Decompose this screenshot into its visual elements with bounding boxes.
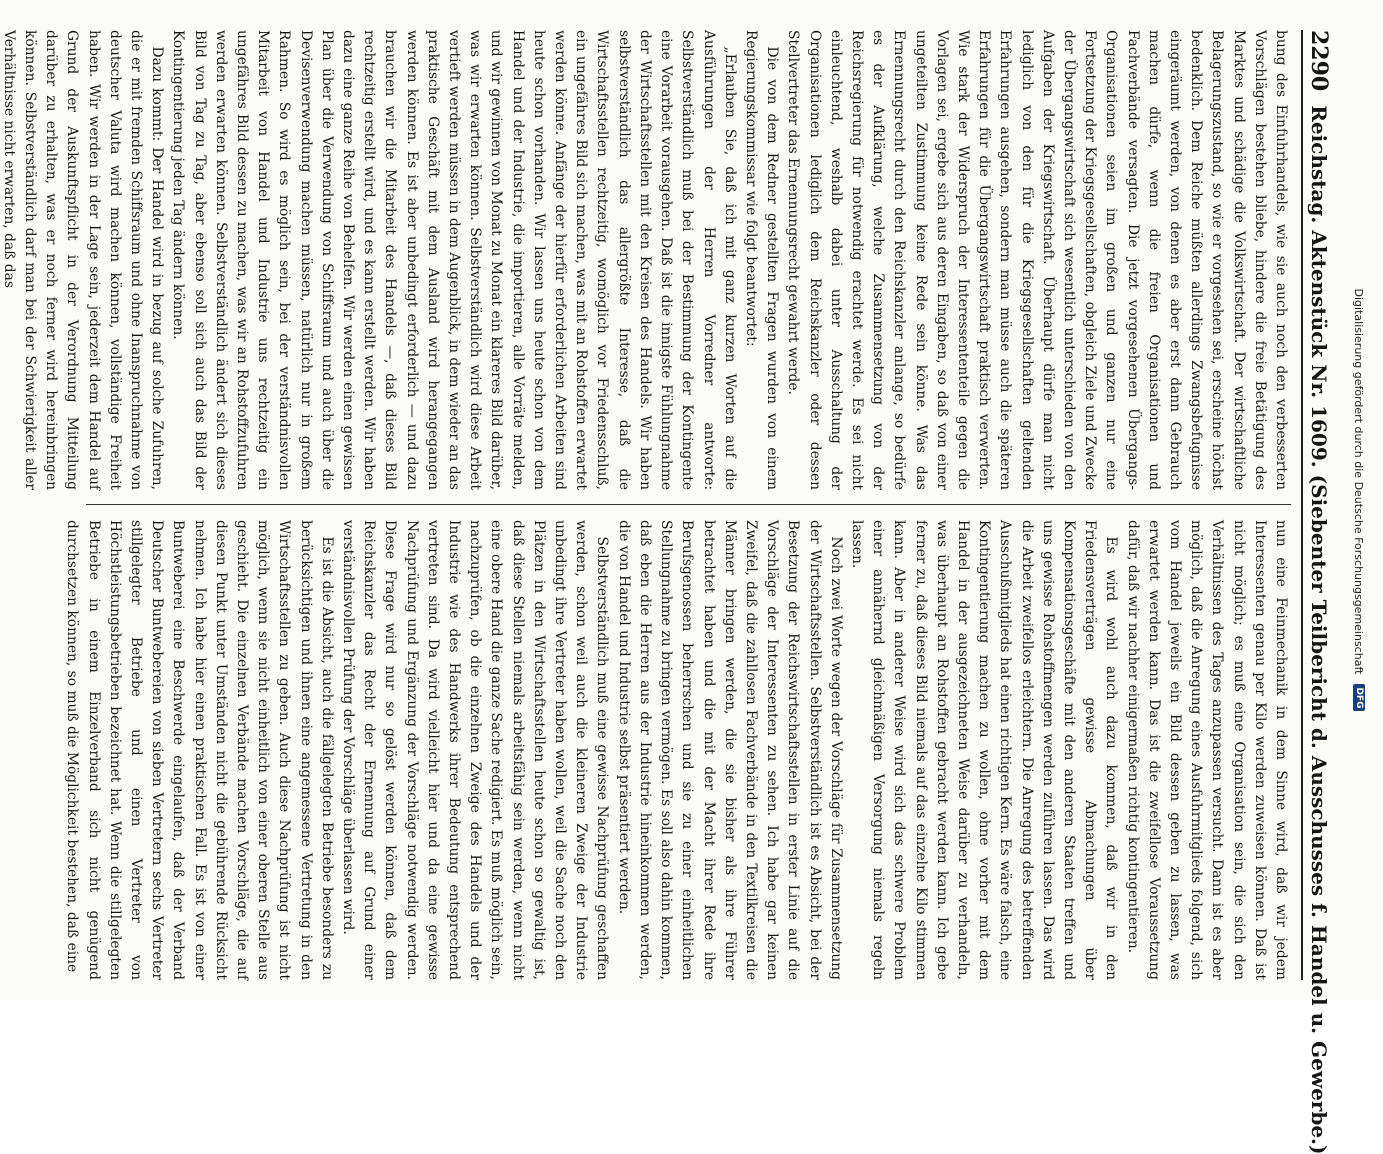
paragraph: Die von dem Redner gestellten Fragen wurden von einem Regierungskommissar wie folgt beantwortet: bbox=[742, 30, 781, 490]
digitization-credit bbox=[1351, 0, 1367, 1000]
paragraph: Dazu kommt: Der Handel wird in bezug auf solche Zufuhren, die er mit fremden Schiffsraum und ohne Inanspruchnahme von deutscher Valuta wird machen können, vollständige Freiheit haben. Wir werden in der Lage sein, jederzeit dem Handel auf Grund der Auskunftspflicht in der Verordnung Mitteilung darüber zu erhalten, was er noch ferner wird hereinbringen können. Selbstverständlich darf man bei der Schwierigkeit aller Verhältnisse nicht erwarten, daß das bbox=[0, 30, 166, 490]
dfg-logo-icon: DFG bbox=[1353, 684, 1365, 711]
column-divider bbox=[86, 504, 1291, 505]
paragraph: bung des Einfuhrhandels, wie sie auch noch den verbesserten Vorschlägen bestehen bliebe, hindere die freie Betätigung des Marktes und schädige die Volkswirtschaft. Der wirtschaftliche Belagerungszustand, so wie er vorgesehen sei, erscheine höchst bedenklich. Dem Reiche müßten allerdings Zwangsbefugnisse eingeräumt werden, von denen es aber erst dann Gebrauch machen dürfe, wenn die freien Organisationen und Fachverbände versagten. Die jetzt vorgesehenen Übergangs-Organisationen seien im großen und ganzen nur eine Fortsetzung der Kriegsgesellschaften, obgleich Ziele und Zwecke der Übergangswirtschaft sich wesentlich unterschieden von den Aufgaben der Kriegswirtschaft. Überhaupt dürfe man nicht lediglich von den für die Kriegsgesellschaften geltenden Erfahrungen ausgehen, sondern man müsse auch die späteren Erfahrungen für die Übergangswirtschaft praktisch verwerten. Wie stark der Widerspruch der Interessententeile gegen die Vorlagen sei, ergebe sich aus deren Eingaben, so daß von einer ungeteilten Zustimmung keine Rede sein könne. Was das Ernennungsrecht durch den Reichskanzler anlange, so bedürfe es der Aufklärung, welche Zusammensetzung von der Reichsregierung für notwendig erachtet werde. Es sei nicht einleuchtend, weshalb dabei unter Ausschaltung der Organisationen lediglich dem Reichskanzler oder dessen Stellvertreter das Ernennungsrecht gewahrt werde. bbox=[785, 30, 1289, 490]
paragraph: „Erlauben Sie, daß ich mit ganz kurzen Worten auf die Ausführungen der Herren Vorredner antworte: Selbstverständlich muß bei der Bestimmung der Kontingente eine Vorarbeit vorausgehen. Daß ist die innigste Fühlungnahme der Wirtschaftsstellen mit den Kreisen des Handels. Wir haben selbstverständlich das allergrößte Interesse, daß die Wirtschaftsstellen rechtzeitig, womöglich vor Friedensschluß, ein ungefähres Bild sich machen, was mit an Rohstoffen erwartet werden könne. Anfänge der hierfür erforderlichen Arbeiten sind heute schon vorhanden. Wir lassen uns heute schon von dem Handel und der Industrie, die importieren, alle Vorräte melden, und wir gewinnen von Monat zu Monat ein klareres Bild darüber, was wir erwarten können. Selbstverständlich wird diese Arbeit vertieft werden müssen in dem Augenblick, in dem wieder an das praktische Geschäft mit dem Ausland wird herangegangen werden können. Es ist aber unbedingt erforderlich — und dazu brauchen wir die Mitarbeit des Handels —, daß dieses Bild rechtzeitig erstellt wird, und es kann erstellt werden. Wir haben dazu eine ganze Reihe von Behelfen. Wir werden einen gewissen Plan über die Verwendung von Schiffsraum und auch über die Devisenverwendung machen müssen, natürlich nur in großem Rahmen. So wird es möglich sein, bei der verständnisvollen Mitarbeit von Handel und Industrie uns rechtzeitig ein ungefähres Bild dessen zu machen, was wir an Rohstoffzufuhren werden erwarten können. Selbstverständlich ändert sich dieses Bild von Tag zu Tag, aber ebenso soll sich auch das Bild der Kontingentierung jeden Tag ändern können. bbox=[170, 30, 738, 490]
running-header bbox=[1301, 30, 1335, 1154]
paragraph: Selbstverständlich muß eine gewisse Nachprüfung geschaffen werden, schon weil auch die kleineren Zweige der Industrie unbedingt ihre Vertreter haben wollen, weil die Sache noch den Plätzen in den Wirtschaftsstellen heute schon so gewaltig ist, daß diese Stellen niemals arbeitsfähig sein werden, wenn nicht eine obere Hand die ganze Sache redigiert. Es muß möglich sein, nachzuprüfen, ob die einzelnen Zweige des Handels und der Industrie wie des Handwerks ihrer Bedeutung entsprechend vertreten sind. Da wird vielleicht hier und da eine gewisse Nachprüfung und Ergänzung der Vorschläge notwendig werden. Diese Frage wird nur so gelöst werden können, daß dem Reichskanzler das Recht der Ernennung auf Grund einer verständnisvollen Prüfung der Vorschläge überlassen wird. bbox=[340, 520, 611, 980]
paragraph: Es ist die Absicht, auch die fällgelegten Betriebe besonders zu berücksichtigen und ihnen eine angemessene Vertretung in den Wirtschaftsstellen zu geben. Auch diese Nachprüfung ist nicht möglich, wenn sie nicht einheitlich von einer oberen Stelle aus geschieht. Die einzelnen Verbände machen Vorschläge, die auf diesen Punkt unter Umständen nicht die gebührende Rücksicht nehmen. Ich habe hier einen praktischen Fall. Es ist von einer Buntweberei eine Beschwerde eingelaufen, daß der Verband Deutscher Buntwebereien von sieben Vertretern sechs Vertreter stillgelegter Betriebe und einen Vertreter von Höchstleistungsbetrieben bezeichnet hat. Wenn die stillgelegten Betriebe in einem Einzelverband sich nicht genügend durchsetzen können, so muß die Möglichkeit bestehen, daß eine bbox=[64, 520, 335, 980]
page-number: 2290 bbox=[1306, 30, 1332, 92]
credit-text: Digitalisierung gefördert durch die Deutsche Forschungsgemeinschaft bbox=[1352, 288, 1366, 675]
text-column-left bbox=[0, 30, 1291, 490]
text-column-right bbox=[64, 520, 1291, 980]
running-head-title: Reichstag. Aktenstück Nr. 1609. (Siebenter Teilbericht d. Ausschusses f. Handel u. Gewerbe.) bbox=[1307, 105, 1331, 1154]
paragraph: nun eine Feinmechanik in dem Sinne wird, daß wir jedem Interessenten genau per Kilo werden zuweisen können. Daß ist nicht möglich; es muß eine Organisation sein, die sich den Verhältnissen des Tages anzupassen versucht. Dann ist es aber möglich, daß die Anregung eines Ausfuhrmitglieds folgend, sich vom Handel jeweils ein Bild dessen geben zu lassen, was erwartet werden kann. Das ist die zweifellose Voraussetzung dafür, daß wir nachher einigermaßen richtig kontingentieren. bbox=[1124, 520, 1289, 980]
paragraph: Es wird wohl auch dazu kommen, daß wir in den Friedensverträgen gewisse Abmachungen über Kompensationsgeschäfte mit den anderen Staaten treffen und uns gewisse Rohstoffmengen werden zuführen lassen. Das wird die Arbeit zweifellos erleichtern. Die Anregung des betreffenden Ausschußmitglieds hat einen richtigen Kern. Es wäre falsch, eine Kontingentierung machen zu wollen, ohne vorher mit dem Handel in der ausgezeichneten Weise darüber zu verhandeln, was überhaupt an Rohstoffen gebracht werden kann. Ich gebe ferner zu, daß dieses Bild niemals auf das einzelne Kilo stimmen kann. Aber in anderer Weise wird sich das schwere Problem einer annähernd gleichmäßigen Versorgung niemals regeln lassen. bbox=[848, 520, 1120, 980]
rotated-page-content bbox=[0, 30, 1335, 1154]
paragraph: Noch zwei Worte wegen der Vorschläge für Zusammensetzung der Wirtschaftsstellen. Selbstverständlich ist es Absicht, bei der Besetzung der Reichswirtschaftsstellen in erster Linie auf die Vorschläge der Interessenten zu sehen. Ich habe gar keinen Zweifel, daß die zahllosen Fachverbände in den Textilkreisen die Männer bringen werden, die sie bisher als ihre Führer betrachtet haben und die mit der Macht ihrer Rede ihre Berufsgenossen beherrschen und sie zu einer einheitlichen Stellungnahme zu bringen vermögen. Es soll also dahin kommen, daß eben die Herren aus der Industrie hineinkommen werden, die von Handel und Industrie selbst präsentiert werden. bbox=[615, 520, 844, 980]
